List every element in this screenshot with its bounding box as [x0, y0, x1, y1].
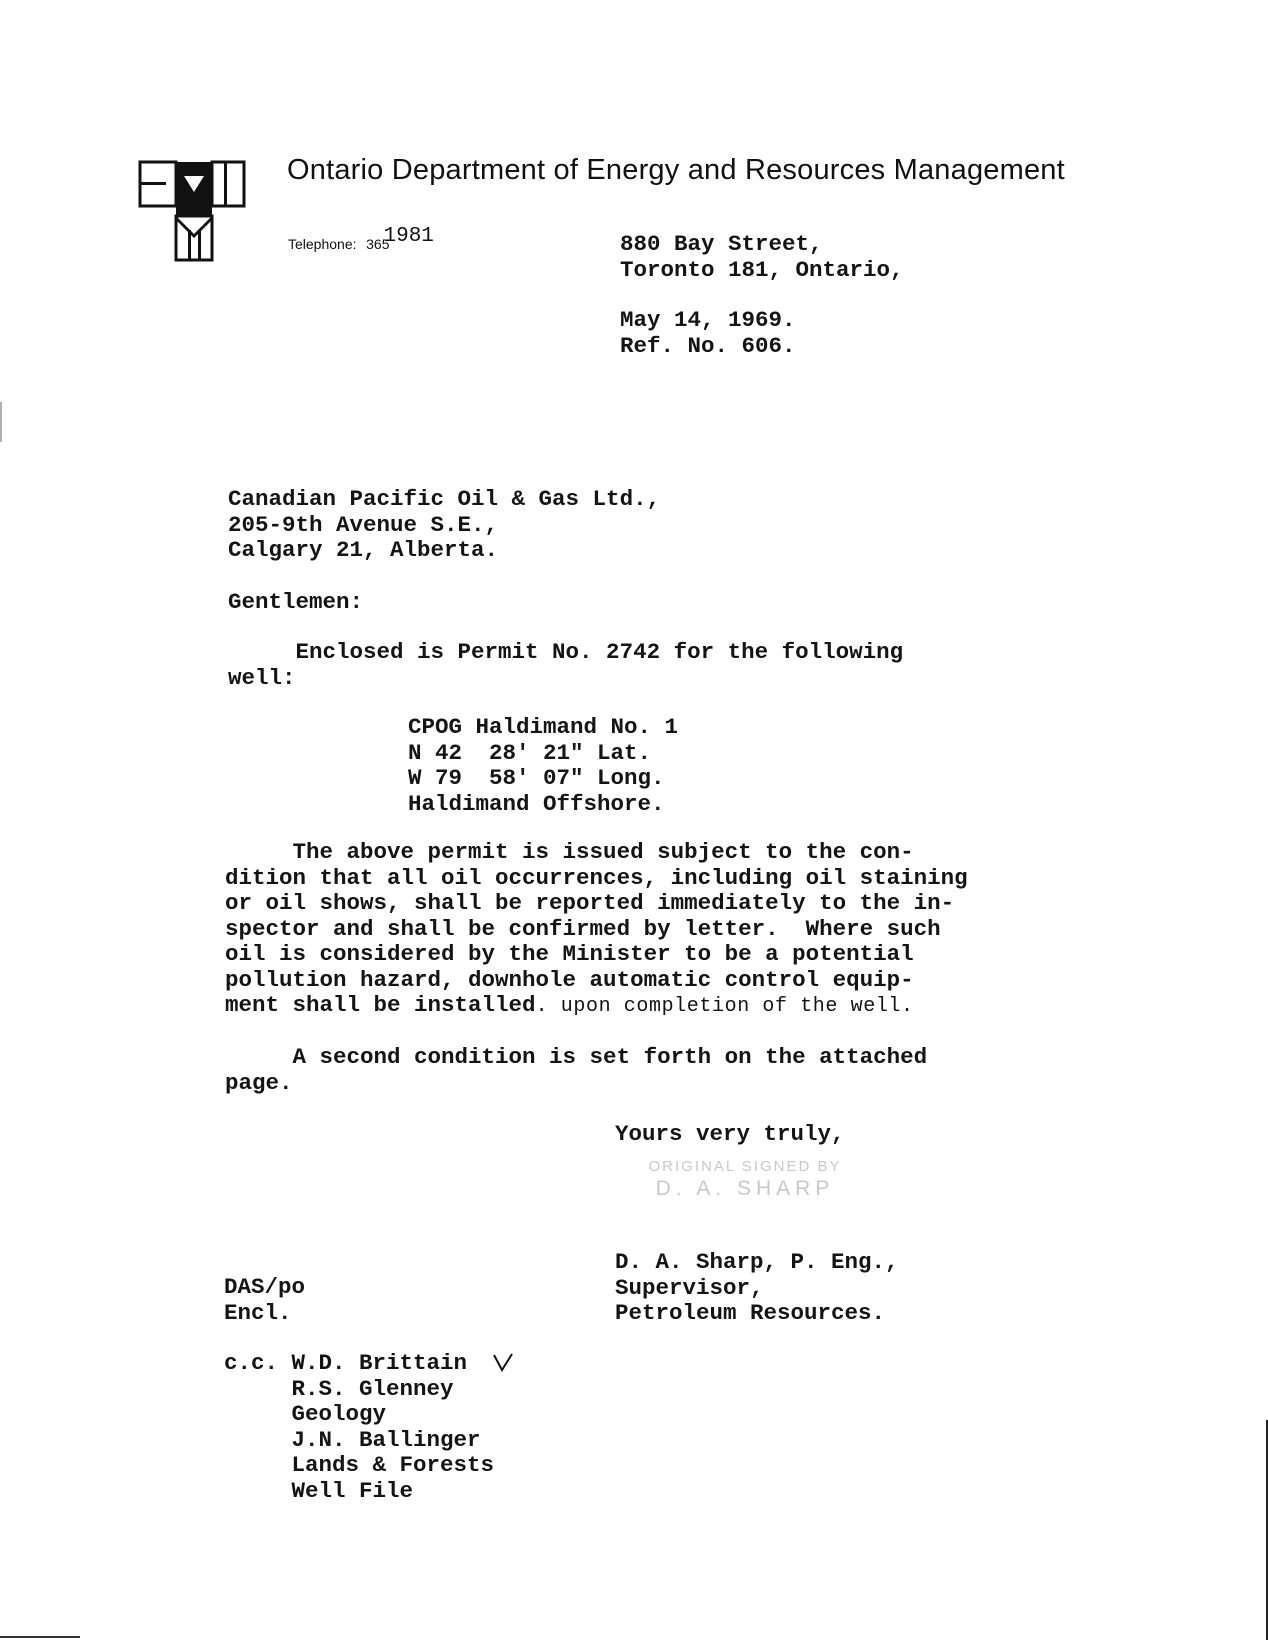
recipient-address	[228, 487, 660, 564]
recipient-line: Calgary 21, Alberta.	[228, 537, 499, 563]
cc-row	[224, 1377, 494, 1403]
paragraph-line-addendum: . upon completion of the well.	[535, 995, 914, 1018]
date-ref-block	[620, 308, 796, 359]
erm-logo-icon	[138, 160, 248, 265]
scan-bottom-rule	[0, 1636, 80, 1638]
paragraph-line: page.	[225, 1069, 293, 1096]
cc-list	[224, 1351, 494, 1504]
cc-recipient: Lands & Forests	[291, 1452, 495, 1478]
scan-edge-mark	[0, 402, 2, 442]
telephone	[288, 225, 434, 256]
cc-row	[224, 1402, 494, 1428]
cc-recipient: J.N. Ballinger	[291, 1426, 481, 1453]
cc-row	[224, 1453, 494, 1479]
paragraph-line: Enclosed is Permit No. 2742 for the following	[228, 639, 904, 665]
paragraph-line: The above permit is issued subject to the con-	[225, 839, 914, 865]
paragraph-line	[225, 993, 968, 1020]
sender-address-line: 880 Bay Street,	[620, 231, 823, 257]
signer-title: Supervisor,	[615, 1274, 764, 1301]
initials-block	[224, 1275, 305, 1326]
well-latitude: N 42 28' 21" Lat.	[408, 739, 652, 766]
paragraph-permit	[228, 640, 903, 691]
cc-row	[224, 1479, 494, 1505]
sender-address	[620, 232, 904, 283]
cc-row	[224, 1351, 494, 1377]
well-name: CPOG Haldimand No. 1	[408, 714, 679, 740]
cc-recipient: Geology	[291, 1401, 387, 1427]
signature-stamp	[620, 1158, 870, 1201]
stamp-line: ORIGINAL SIGNED BY	[648, 1158, 842, 1175]
paragraph-line: or oil shows, shall be reported immediately to the in-	[225, 890, 955, 916]
cc-label: c.c.	[224, 1350, 279, 1376]
cc-recipient: R.S. Glenney	[291, 1375, 454, 1402]
well-longitude: W 79 58' 07" Long.	[408, 765, 665, 791]
closing: Yours very truly,	[615, 1121, 845, 1147]
signer-block	[615, 1250, 899, 1327]
paragraph-second-condition	[225, 1045, 927, 1096]
checkmark-icon	[492, 1352, 514, 1374]
well-info	[408, 715, 678, 817]
department-name: Ontario Department of Energy and Resources Management	[287, 154, 1065, 186]
cc-row	[224, 1428, 494, 1454]
telephone-prefix: 365	[366, 236, 390, 252]
recipient-line: 205-9th Avenue S.E.,	[228, 511, 499, 538]
paragraph-line: oil is considered by the Minister to be a potential	[225, 941, 914, 967]
paragraph-line: dition that all oil occurrences, including oil staining	[225, 864, 968, 891]
letter-date: May 14, 1969.	[620, 307, 796, 333]
enclosure-note: Encl.	[224, 1299, 292, 1326]
paragraph-conditions	[225, 840, 968, 1020]
reference-number: Ref. No. 606.	[620, 332, 796, 359]
salutation: Gentlemen:	[228, 589, 364, 615]
telephone-number: 1981	[383, 225, 434, 248]
cc-recipient: W.D. Brittain	[291, 1350, 468, 1376]
paragraph-line-text: ment shall be installed	[225, 992, 536, 1018]
signer-name: D. A. Sharp, P. Eng.,	[615, 1249, 899, 1275]
recipient-line: Canadian Pacific Oil & Gas Ltd.,	[228, 486, 661, 512]
stamp-line: D. A. SHARP	[655, 1177, 835, 1200]
paragraph-line: well:	[228, 664, 296, 691]
paragraph-line: pollution hazard, downhole automatic control equip-	[225, 966, 914, 993]
sender-address-line: Toronto 181, Ontario,	[620, 256, 904, 283]
paragraph-line: spector and shall be confirmed by letter. Where such	[225, 915, 941, 942]
typist-initials: DAS/po	[224, 1274, 306, 1300]
cc-recipient: Well File	[291, 1477, 414, 1504]
well-location: Haldimand Offshore.	[408, 790, 665, 817]
telephone-label: Telephone:	[288, 236, 357, 252]
signer-department: Petroleum Resources.	[615, 1300, 886, 1326]
paragraph-line: A second condition is set forth on the attached	[225, 1044, 928, 1070]
